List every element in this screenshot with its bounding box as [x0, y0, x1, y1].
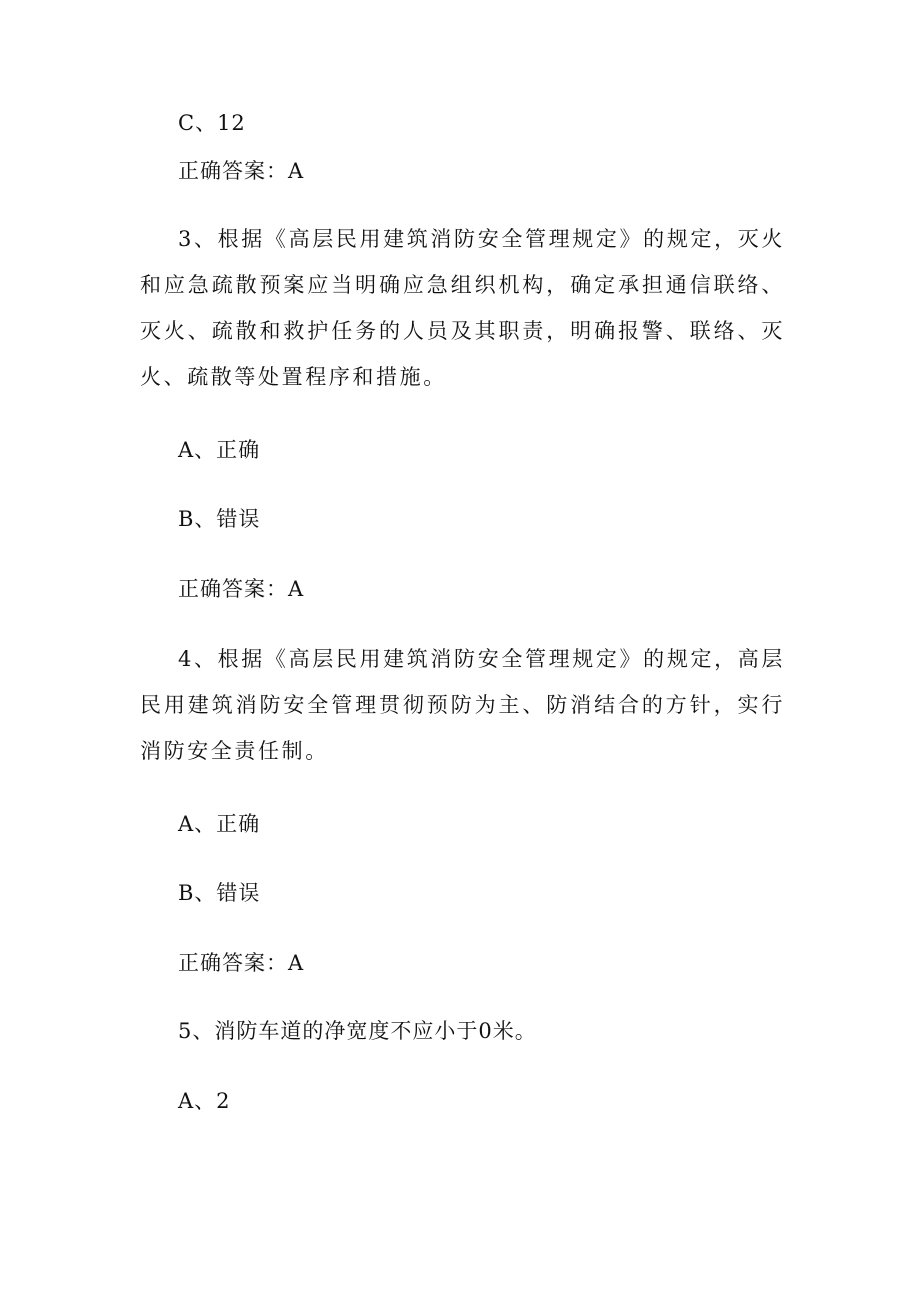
q3-option-a: A、正确: [178, 438, 261, 462]
q3-option-b: B、错误: [178, 507, 261, 531]
q2-answer: 正确答案：A: [178, 159, 305, 183]
q4-option-b: B、错误: [178, 881, 261, 905]
q5-option-a: A、2: [178, 1089, 231, 1113]
q2-option-c: C、12: [178, 111, 246, 135]
q4-stem: 4、根据《高层民用建筑消防安全管理规定》的规定，高层民用建筑消防安全管理贯彻预防为主、防消结合的方针，实行消防安全责任制。: [140, 647, 785, 763]
q5-stem: 5、消防车道的净宽度不应小于0米。: [178, 1019, 537, 1043]
q3-stem: 3、根据《高层民用建筑消防安全管理规定》的规定，灭火和应急疏散预案应当明确应急组织机构，确定承担通信联络、灭火、疏散和救护任务的人员及其职责，明确报警、联络、灭火、疏散等处置程序和措施。: [140, 227, 785, 389]
q3-answer: 正确答案：A: [178, 577, 305, 601]
q4-answer: 正确答案：A: [178, 951, 305, 975]
q4-option-a: A、正确: [178, 812, 261, 836]
